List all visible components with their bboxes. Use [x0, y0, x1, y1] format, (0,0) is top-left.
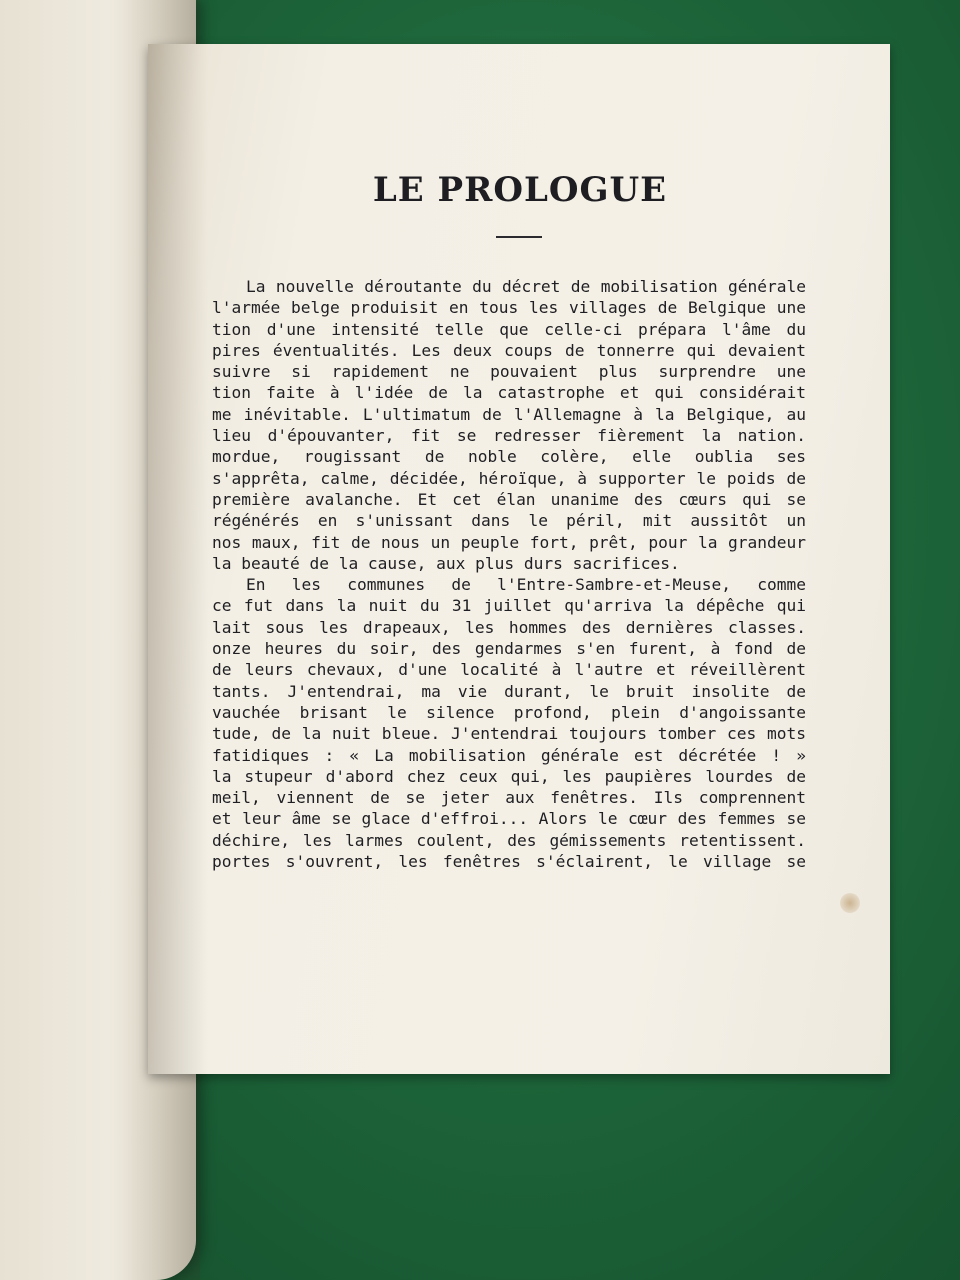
text-line: portes s'ouvrent, les fenêtres s'éclairent, le village se [212, 852, 806, 872]
text-line: de leurs chevaux, d'une localité à l'autre et réveillèrent [212, 660, 806, 680]
text-line: déchire, les larmes coulent, des gémissements retentissent. [212, 830, 806, 850]
body-text [212, 276, 806, 872]
text-line: meil, viennent de se jeter aux fenêtres. Ils comprennent [212, 788, 806, 808]
text-line: vauchée brisant le silence profond, plein d'angoissante [212, 702, 806, 722]
text-line: La nouvelle déroutante du décret de mobilisation générale [246, 277, 806, 296]
title-divider [496, 236, 542, 238]
text-line: ce fut dans la nuit du 31 juillet qu'arriva la dépêche qui [212, 596, 806, 616]
text-line: mordue, rougissant de noble colère, elle oublia ses [212, 447, 806, 467]
text-line: régénérés en s'unissant dans le péril, mit aussitôt un [212, 511, 806, 531]
text-line: s'apprêta, calme, décidée, héroïque, à supporter le poids de [212, 468, 806, 488]
text-line: tude, de la nuit bleue. J'entendrai toujours tomber ces mots [212, 724, 806, 744]
text-line: me inévitable. L'ultimatum de l'Allemagne à la Belgique, au [212, 404, 806, 424]
text-line: lieu d'épouvanter, fit se redresser fièrement la nation. [212, 426, 806, 446]
chapter-title: LE PROLOGUE [372, 170, 668, 210]
text-line: onze heures du soir, des gendarmes s'en furent, à fond de [212, 639, 806, 659]
text-line: pires éventualités. Les deux coups de tonnerre qui devaient [212, 340, 806, 360]
text-line: et leur âme se glace d'effroi... Alors le cœur des femmes se [212, 809, 806, 829]
text-line: suivre si rapidement ne pouvaient plus surprendre une [212, 362, 806, 382]
text-line: tants. J'entendrai, ma vie durant, le bruit insolite de [212, 681, 806, 701]
paper-stain [840, 893, 860, 913]
text-line: première avalanche. Et cet élan unanime des cœurs qui se [212, 489, 806, 509]
text-line: En les communes de l'Entre-Sambre-et-Meuse, comme [246, 575, 806, 595]
text-line: l'armée belge produisit en tous les villages de Belgique une [212, 298, 806, 318]
text-line: la stupeur d'abord chez ceux qui, les paupières lourdes de [212, 766, 806, 786]
text-line: tion d'une intensité telle que celle-ci prépara l'âme du [212, 319, 806, 339]
text-line: lait sous les drapeaux, les hommes des dernières classes. [212, 617, 806, 637]
text-line: la beauté de la cause, aux plus durs sacrifices. [212, 553, 680, 573]
text-line: fatidiques : « La mobilisation générale est décrétée ! » [212, 745, 806, 765]
text-line: tion faite à l'idée de la catastrophe et qui considérait [212, 383, 806, 403]
text-line: nos maux, fit de nous un peuple fort, prêt, pour la grandeur [212, 532, 806, 552]
